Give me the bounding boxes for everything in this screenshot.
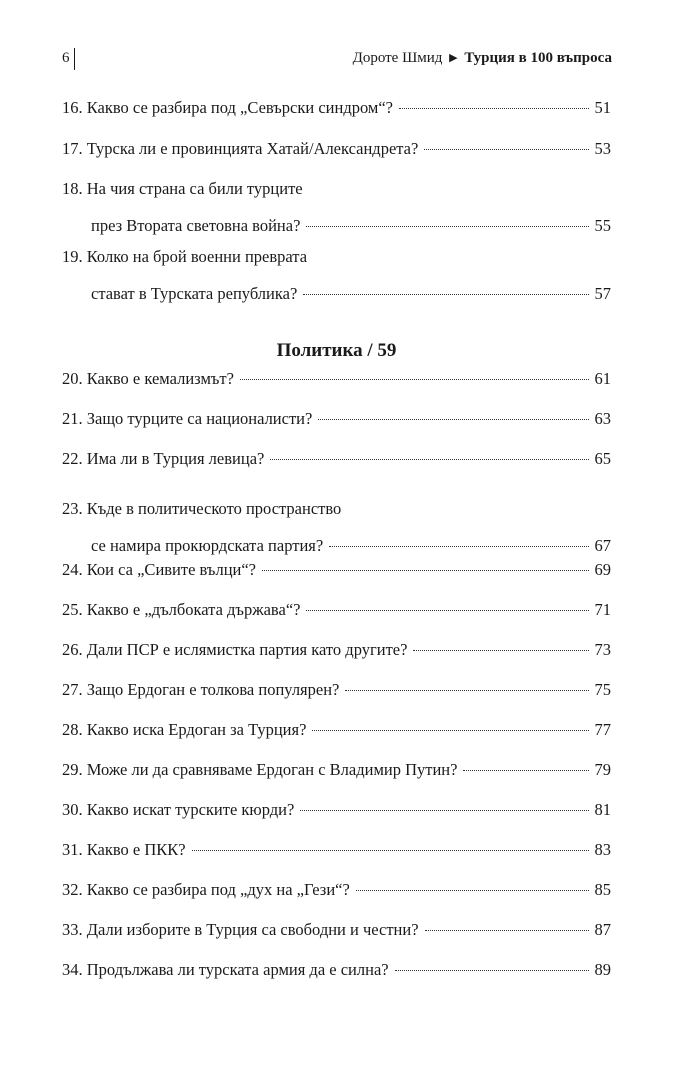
running-title xyxy=(353,50,612,67)
toc-page-number: 73 xyxy=(594,640,611,659)
toc-entry xyxy=(62,791,611,828)
toc-entry-title: 20. Какво е кемализмът? xyxy=(62,369,234,388)
dot-leader xyxy=(329,546,588,547)
toc-entry-title: 19. Колко на брой военни преврата xyxy=(62,247,308,266)
page-number: 6 xyxy=(62,50,70,66)
toc-entry-title: 30. Какво искат турските кюрди? xyxy=(62,800,295,819)
dot-leader xyxy=(306,610,588,611)
dot-leader xyxy=(300,810,588,811)
dot-leader xyxy=(424,149,588,150)
toc-entry xyxy=(62,631,611,668)
toc-entry-title: 33. Дали изборите в Турция са свободни и честни? xyxy=(62,920,419,939)
toc-page-number: 67 xyxy=(594,536,611,555)
dot-leader xyxy=(303,294,588,295)
dot-leader xyxy=(262,570,588,571)
toc-entry-title: 25. Какво е „дълбоката държава“? xyxy=(62,600,301,619)
toc-entry-title: 31. Какво е ПКК? xyxy=(62,840,186,859)
toc-entry-title: 16. Какво се разбира под „Севърски синдром“? xyxy=(62,98,394,117)
toc-entry-title: 17. Турска ли е провинцията Хатай/Александрета? xyxy=(62,139,419,158)
toc-entry xyxy=(62,440,611,477)
toc-page-number: 75 xyxy=(594,680,611,699)
toc-page-number: 77 xyxy=(594,720,611,739)
toc-entry-title: 28. Какво иска Ердоган за Турция? xyxy=(62,720,307,739)
dot-leader xyxy=(413,650,588,651)
toc-entry xyxy=(62,89,611,126)
dot-leader xyxy=(192,850,589,851)
toc-page-number: 79 xyxy=(594,760,611,779)
dot-leader xyxy=(345,690,588,691)
toc-entry xyxy=(62,911,611,948)
toc-page-number: 53 xyxy=(594,139,611,158)
toc-page-number: 55 xyxy=(594,216,611,235)
toc-page-number: 61 xyxy=(594,369,611,388)
toc-entry xyxy=(62,130,611,167)
toc-entry-title: 18. На чия страна са били турците xyxy=(62,179,303,198)
toc-page-number: 57 xyxy=(594,284,611,303)
toc-entry-title: 22. Има ли в Турция левица? xyxy=(62,449,265,468)
toc-entry xyxy=(62,170,611,244)
toc-entry xyxy=(62,671,611,708)
toc-entry-title: 34. Продължава ли турската армия да е силна? xyxy=(62,960,389,979)
toc-entry xyxy=(62,751,611,788)
toc-page-number: 87 xyxy=(594,920,611,939)
toc-page-number: 69 xyxy=(594,560,611,579)
toc-entry xyxy=(62,591,611,628)
author-name: Дороте Шмид xyxy=(352,50,443,66)
toc-entry-title: 24. Кои са „Сивите вълци“? xyxy=(62,560,257,579)
toc-entry xyxy=(62,360,611,397)
toc-page-number: 83 xyxy=(594,840,611,859)
toc-page-number: 85 xyxy=(594,880,611,899)
header-divider xyxy=(74,48,75,70)
dot-leader xyxy=(240,379,589,380)
dot-leader xyxy=(312,730,588,731)
toc-entry-title: 27. Защо Ердоган е толкова популярен? xyxy=(62,680,340,699)
toc-entry-title: 26. Дали ПСР е ислямистка партия като другите? xyxy=(62,640,408,659)
toc-page-number: 65 xyxy=(594,449,611,468)
dot-leader xyxy=(356,890,589,891)
dot-leader xyxy=(306,226,588,227)
toc-entry xyxy=(62,711,611,748)
triangle-arrow-icon: ▶ xyxy=(449,52,458,64)
toc-entry xyxy=(62,551,611,588)
toc-entry-title-continued: през Втората световна война? xyxy=(91,216,301,235)
toc-page-number: 71 xyxy=(594,600,611,619)
toc-page-number: 81 xyxy=(594,800,611,819)
toc-entry xyxy=(62,831,611,868)
book-title: Турция в 100 въпроса xyxy=(464,50,612,66)
dot-leader xyxy=(270,459,588,460)
toc-entry xyxy=(62,871,611,908)
toc-entry-title: 29. Може ли да сравняваме Ердоган с Владимир Путин? xyxy=(62,760,458,779)
toc-entry-title: 21. Защо турците са националисти? xyxy=(62,409,313,428)
dot-leader xyxy=(463,770,588,771)
toc-entry xyxy=(62,951,611,988)
dot-leader xyxy=(425,930,589,931)
dot-leader xyxy=(399,108,588,109)
toc-page-number: 51 xyxy=(594,98,611,117)
running-header xyxy=(62,50,612,72)
toc-entry-title-continued: се намира прокюрдската партия? xyxy=(91,536,324,555)
toc-entry xyxy=(62,400,611,437)
toc-entry-title: 32. Какво се разбира под „дух на „Гези“? xyxy=(62,880,350,899)
dot-leader xyxy=(395,970,589,971)
section-title: Политика / 59 xyxy=(276,340,397,361)
toc-page-number: 63 xyxy=(594,409,611,428)
toc-entry-title-continued: стават в Турската република? xyxy=(91,284,298,303)
toc-page-number: 89 xyxy=(594,960,611,979)
toc-entry-title: 23. Къде в политическото пространство xyxy=(62,499,342,518)
dot-leader xyxy=(318,419,588,420)
toc-entry xyxy=(62,238,611,312)
